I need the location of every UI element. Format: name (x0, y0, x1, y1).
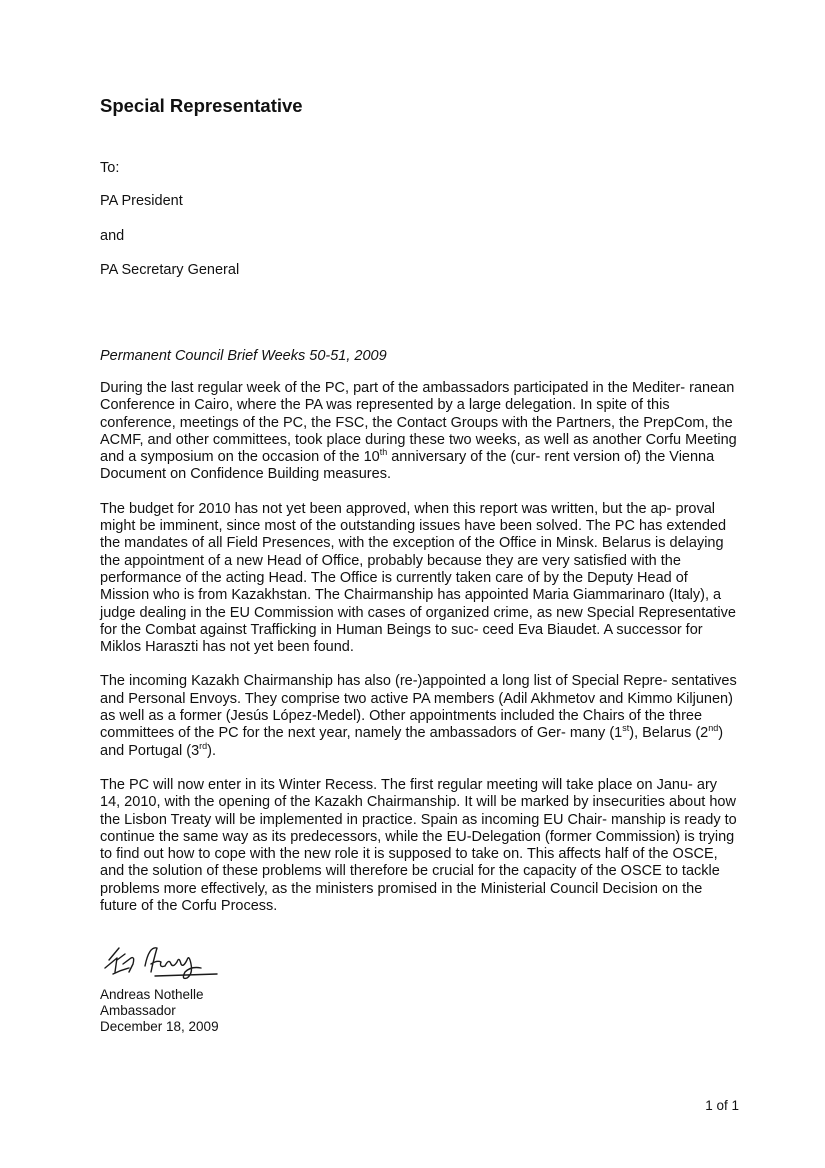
paragraph-3-part-c: ) and Portugal (3 (100, 725, 724, 759)
letter-date: December 18, 2009 (100, 1019, 219, 1034)
paragraph-1-sup: th (379, 447, 388, 458)
recipient-pa-president: PA President (100, 193, 183, 209)
paragraph-4: The PC will now enter in its Winter Recess. The first regular meeting will take place on Janu- ary 14, 2010, with the opening of the Kazakh Chairmanship. It will be marked by insecurities about how the Lisbon Treaty will be implemented in practice. Spain as incoming EU Chair- manship is ready to continue the same way as its predecessors, while the EU-Delegation (former Commission) is trying to find out how to cope with the new role it is supposed to take on. This affects half of the OSCE, and the solution of these problems will therefore be crucial for the capacity of the OSCE to tackle problems more effectively, as the ministers promised in the Ministerial Council Decision on the future of the Corfu Process. (100, 776, 737, 915)
paragraph-2: The budget for 2010 has not yet been approved, when this report was written, but the ap- proval might be imminent, since most of the outstanding issues have been solved. The PC has extended the mandates of all Field Presences, with the exception of the Office in Minsk. Belarus is delaying the appointment of a new Head of Office, probably because they are very satisfied with the performance of the acting Head. The Office is currently taken care of by the Deputy Head of Mission who is from Kazakhstan. The Chairmanship has appointed Maria Giammarinaro (Italy), a judge dealing in the EU Commission with cases of organized crime, as new Special Representative for the Combat against Trafficking in Human Beings to suc- ceed Eva Biaudet. A successor for Miklos Haraszti has not yet been found. (100, 500, 736, 656)
signatory-role: Ambassador (100, 1003, 176, 1018)
paragraph-3-sup-3: rd (199, 740, 208, 751)
paragraph-3-part-b: ), Belarus (2 (629, 725, 709, 742)
recipient-pa-secretary-general: PA Secretary General (100, 262, 240, 278)
paragraph-3-part-d: ). (207, 742, 217, 759)
signatory-name: Andreas Nothelle (100, 987, 204, 1002)
page-number: 1 of 1 (705, 1098, 739, 1113)
paragraph-1-part-b: anniversary of the (cur- rent version of) the Vienna Document on Confidence Building measures. (100, 449, 715, 483)
paragraph-1-part-a: During the last regular week of the PC, part of the ambassadors participated in the Mediter- ranean Conference in Cairo, where the PA was represented by a large delegation. In spite of this conference, meetings of the PC, the FSC, the Contact Groups with the Partners, the PrepCom, the ACMF, and other committees, took place during these two weeks, as well as another Corfu Meeting and a symposium on the occasion of the 10 (100, 380, 737, 466)
paragraph-3 (100, 673, 740, 759)
paragraph-3-part-a: The incoming Kazakh Chairmanship has also (re-)appointed a long list of Special Repre- sentatives and Personal Envoys. They comprise two active PA members (Adil Akhmetov and Kimmo Kiljunen) as well as a former (Jesús López-Medel). Other appointments included the Chairs of the three committees of the PC for the next year, namely the ambassadors of Ger- many (1 (100, 673, 737, 742)
paragraph-3-sup-1: st (622, 723, 630, 734)
recipient-conjunction: and (100, 228, 125, 244)
paragraph-3-sup-2: nd (708, 723, 719, 734)
body-text (100, 380, 740, 932)
to-label: To: (100, 160, 120, 176)
signature-icon (95, 938, 225, 986)
document-title: Special Representative (100, 95, 303, 116)
handwritten-signature (95, 938, 355, 986)
paragraph-1 (100, 380, 740, 484)
brief-subject: Permanent Council Brief Weeks 50-51, 2009 (100, 348, 387, 364)
